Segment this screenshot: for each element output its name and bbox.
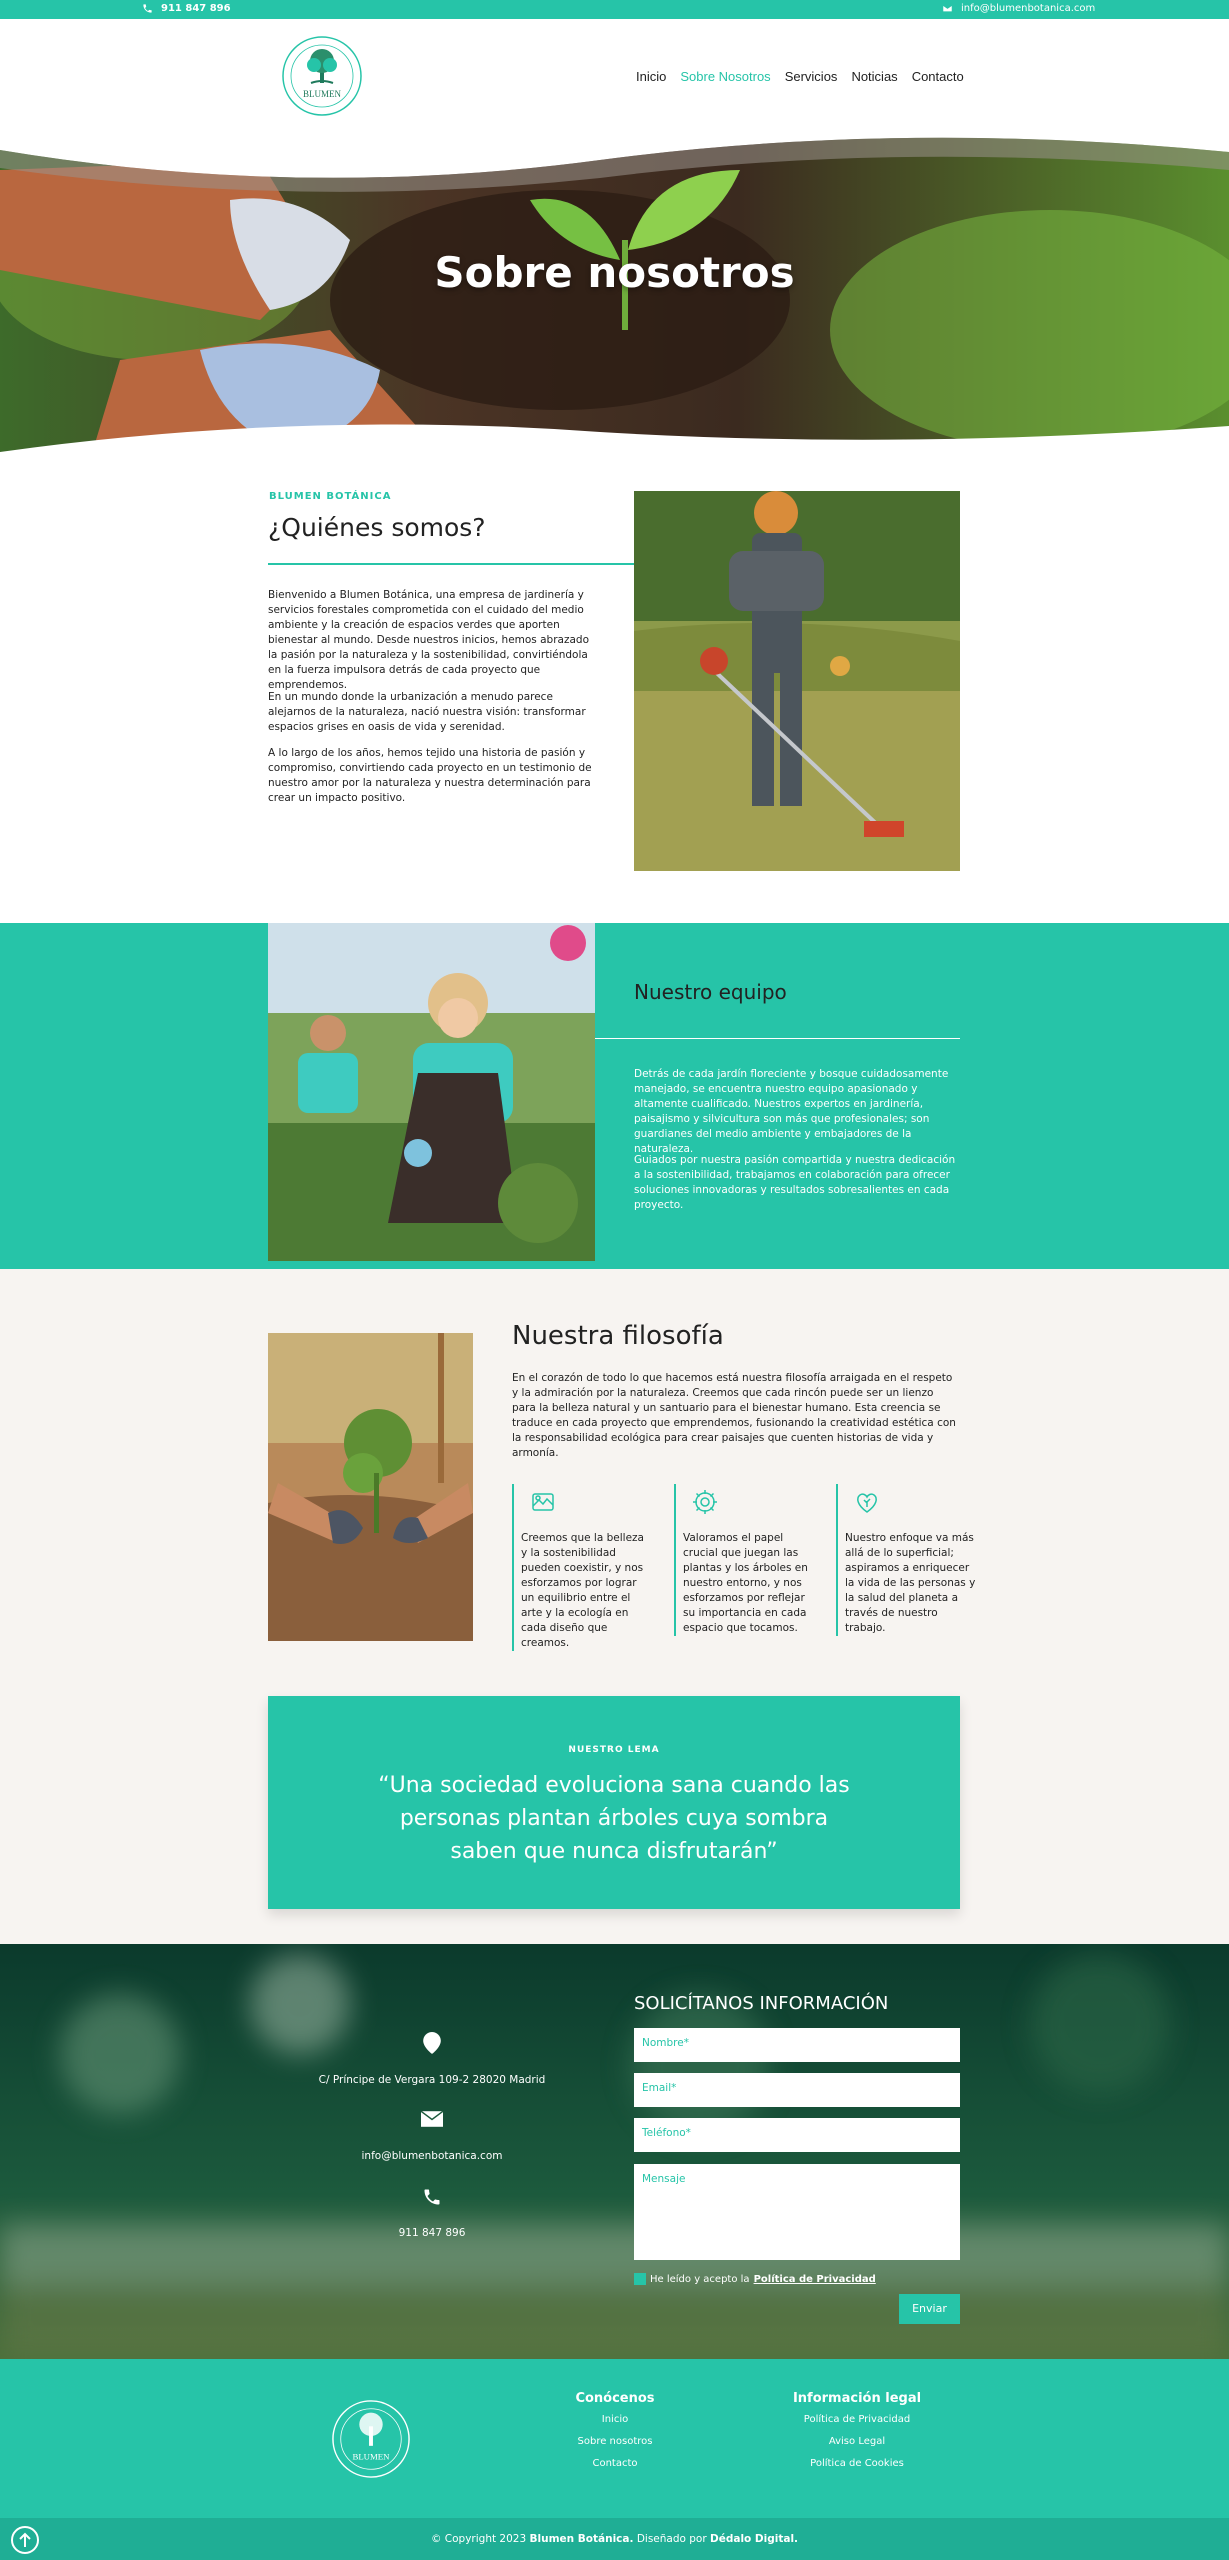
phone-icon (422, 2187, 442, 2207)
logo-wordmark: BLUMEN (303, 89, 341, 99)
topbar-phone[interactable] (142, 3, 231, 14)
main-nav (636, 69, 964, 84)
nav-noticias[interactable]: Noticias (851, 69, 898, 84)
about-paragraph-2: En un mundo donde la urbanización a menudo parece alejarnos de la naturaleza, nació nuestra visión: transformar espacios grises en oasis de vida y serenidad. (268, 691, 586, 733)
contact-phone[interactable]: 911 847 896 (398, 2227, 466, 2239)
philosophy-intro: En el corazón de todo lo que hacemos está nuestra filosofía arraigada en el respeto y la admiración por la naturaleza. Creemos que cada rincón puede ser un lienzo para la belleza natural y un santuario para el bienestar humano. Esta creencia se traduce en cada proyecto que emprendemos, fusionando la creatividad estética con la responsabilidad ecológica para crear paisajes que cuenten historias de vida y armonía. (512, 1372, 956, 1459)
footer-link-aviso-legal[interactable]: Aviso Legal (828, 2436, 886, 2447)
team-divider (595, 1038, 960, 1039)
privacy-policy-link[interactable]: Política de Privacidad (753, 2273, 876, 2285)
motto-eyebrow: NUESTRO LEMA (568, 1745, 660, 1755)
philosophy-card-1 (512, 1484, 652, 1651)
nav-contacto[interactable]: Contacto (911, 69, 964, 84)
scroll-top-icon[interactable] (10, 2525, 40, 2555)
footer-col2-title: Información legal (792, 2391, 922, 2406)
motto-quote: “Una sociedad evoluciona sana cuando las personas plantan árboles cuya sombra saben que nunca disfrutarán” (378, 1773, 850, 1864)
form-title: SOLICÍTANOS INFORMACIÓN (634, 1993, 889, 2014)
about-divider (268, 563, 670, 565)
team-paragraph-1: Detrás de cada jardín floreciente y bosque cuidadosamente manejado, se encuentra nuestro equipo apasionado y altamente cualificado. Nuestros expertos en jardinería, paisajismo y silvicultura son más que profesionales; son guardianes del medio ambiente y embajadores de la naturaleza. (634, 1068, 949, 1155)
logo[interactable] (281, 35, 363, 117)
copyright-designer[interactable]: Dédalo Digital. (710, 2533, 799, 2545)
philosophy-card-1-text: Creemos que la belleza y la sostenibilidad pueden coexistir, y nos esforzamos por lograr un equilibrio entre el arte y la ecología en cada diseño que creamos. (521, 1532, 644, 1649)
consent-checkbox[interactable] (634, 2273, 646, 2285)
phone-icon (142, 3, 153, 14)
philosophy-card-3 (836, 1484, 976, 1636)
footer-link-contacto[interactable]: Contacto (592, 2458, 638, 2469)
message-textarea[interactable]: Mensaje (634, 2164, 960, 2260)
landscape-icon (529, 1488, 557, 1516)
consent-text: He leído y acepto la (650, 2273, 750, 2285)
nav-sobre-nosotros[interactable]: Sobre Nosotros (680, 69, 771, 84)
footer-col-conocenos (530, 2391, 700, 2480)
location-pin-icon (423, 2032, 441, 2054)
gardener-image (634, 491, 960, 871)
mail-icon (942, 3, 953, 14)
privacy-consent (634, 2273, 876, 2285)
email-input[interactable]: Email* (634, 2073, 960, 2107)
heart-leaf-icon (853, 1488, 881, 1516)
planting-image (268, 1333, 473, 1641)
gear-leaf-icon (691, 1488, 719, 1516)
nav-inicio[interactable]: Inicio (636, 69, 667, 84)
top-bar (0, 0, 1229, 19)
copyright-brand: Blumen Botánica. (529, 2533, 634, 2545)
forest-background (0, 1944, 1229, 2359)
footer-col-legal (772, 2391, 942, 2480)
hero-title: Sobre nosotros (434, 248, 795, 297)
footer-link-sobre-nosotros[interactable]: Sobre nosotros (577, 2436, 653, 2447)
site-footer (0, 2359, 1229, 2518)
contact-email[interactable]: info@blumenbotanica.com (361, 2150, 503, 2162)
footer-col1-title: Conócenos (575, 2391, 655, 2406)
philosophy-card-2-text: Valoramos el papel crucial que juegan las plantas y los árboles en nuestro entorno, y nos esforzamos por reflejar su importancia en cada espacio que tocamos. (683, 1532, 808, 1634)
copyright-prefix: © Copyright 2023 (430, 2533, 527, 2545)
phone-input[interactable]: Teléfono* (634, 2118, 960, 2152)
copyright-designed-by: Diseñado por (636, 2533, 707, 2545)
about-paragraph-1: Bienvenido a Blumen Botánica, una empresa de jardinería y servicios forestales comprometida con el cuidado del medio ambiente y la creación de espacios verdes que aporten bienestar al mundo. Desde nuestros inicios, hemos abrazado la pasión por la naturaleza y la sostenibilidad, convirtiéndola en la fuerza impulsora detrás de cada proyecto que emprendemos. (268, 589, 590, 691)
submit-button[interactable]: Enviar (899, 2294, 960, 2324)
philosophy-card-2 (674, 1484, 814, 1636)
footer-logo-wordmark: BLUMEN (352, 2451, 390, 2462)
nav-servicios[interactable]: Servicios (784, 69, 838, 84)
team-section (0, 923, 1229, 1269)
topbar-phone-text: 911 847 896 (161, 3, 231, 14)
copyright-bar (0, 2518, 1229, 2560)
team-paragraph-2: Guiados por nuestra pasión compartida y nuestra dedicación a la sostenibilidad, trabajamos en colaboración para ofrecer soluciones innovadoras y resultados sobresalientes en cada proyecto. (634, 1154, 956, 1211)
footer-link-inicio[interactable]: Inicio (601, 2414, 629, 2425)
about-eyebrow: BLUMEN BOTÁNICA (269, 491, 392, 502)
topbar-email-text: info@blumenbotanica.com (961, 3, 1096, 14)
footer-link-privacidad[interactable]: Política de Privacidad (803, 2414, 911, 2425)
philosophy-title: Nuestra filosofía (512, 1321, 724, 1351)
name-input[interactable]: Nombre* (634, 2028, 960, 2062)
footer-logo[interactable] (331, 2399, 411, 2479)
team-title: Nuestro equipo (634, 980, 787, 1004)
about-paragraph-3: A lo largo de los años, hemos tejido una historia de pasión y compromiso, convirtiendo cada proyecto en un testimonio de nuestro amor por la naturaleza y nuestra determinación para crear un impacto positivo. (268, 747, 592, 804)
contact-address: C/ Príncipe de Vergara 109-2 28020 Madrid (318, 2074, 546, 2086)
team-image (268, 923, 595, 1261)
envelope-icon (421, 2111, 443, 2127)
motto-box (268, 1696, 960, 1909)
philosophy-card-3-text: Nuestro enfoque va más allá de lo superficial; aspiramos a enriquecer la vida de las personas y la salud del planeta a través de nuestro trabajo. (845, 1532, 976, 1634)
contact-section (0, 1944, 1229, 2359)
about-title: ¿Quiénes somos? (268, 513, 486, 542)
topbar-email[interactable] (942, 3, 1095, 14)
hero-banner (0, 130, 1229, 460)
footer-link-cookies[interactable]: Política de Cookies (810, 2458, 904, 2469)
